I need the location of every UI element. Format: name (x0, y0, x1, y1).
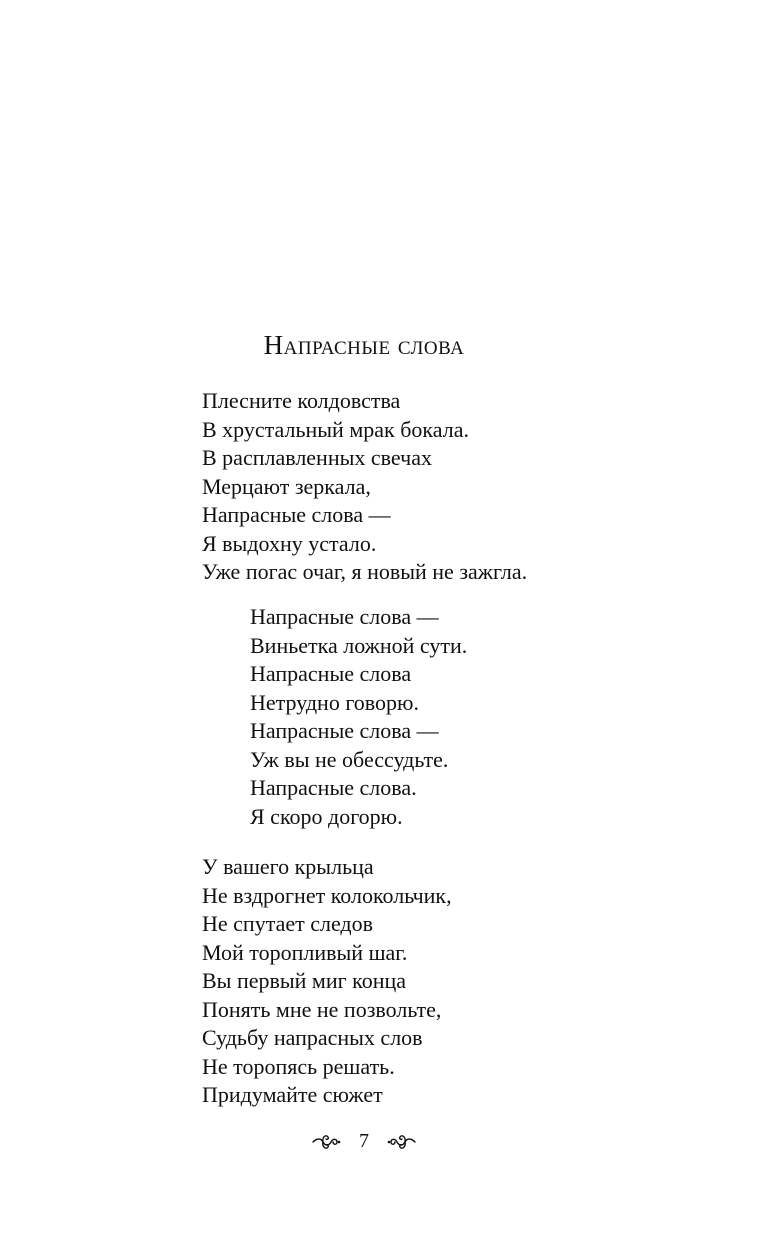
poem-line: Судьбу напрасных слов (202, 1025, 423, 1050)
poem-line: Напрасные слова — (250, 604, 439, 629)
poem-line: Уже погас очаг, я новый не зажгла. (202, 559, 528, 584)
poem-line: Напрасные слова. (250, 775, 417, 800)
poem-line: Напрасные слова — (202, 502, 391, 527)
poem-line: Уж вы не обессудьте. (250, 746, 449, 772)
poem-line: В хрустальный мрак бокала. (202, 416, 469, 442)
flourish-ornament-icon (311, 1131, 341, 1153)
poem-line: Нетрудно говорю. (250, 689, 419, 715)
page-number: 7 (359, 1130, 369, 1152)
stanza-1 (202, 387, 527, 587)
poem-line: У вашего крыльца (202, 854, 374, 879)
poem-line: Напрасные слова (250, 661, 412, 686)
poem-line: Я выдохну устало. (202, 530, 377, 556)
poem-line: Плесните колдовства (202, 388, 401, 413)
stanza-2 (250, 603, 467, 831)
poem-line: Не торопясь решать. (202, 1053, 395, 1079)
poem-line: Вы первый миг конца (202, 968, 407, 993)
poem-title: Напрасные слова (263, 330, 465, 360)
poem-line: Не вздрогнет колокольчик, (202, 882, 452, 908)
poem-line: Понять мне не позвольте, (202, 996, 442, 1022)
poem-line: Мерцают зеркала, (202, 473, 371, 499)
flourish-ornament-icon (387, 1131, 417, 1153)
poem-line: Виньетка ложной сути. (250, 632, 468, 658)
poem-line: Напрасные слова — (250, 718, 439, 743)
poem-line: Не спутает следов (202, 911, 374, 936)
page-footer (0, 1130, 728, 1153)
poem-line: Мой торопливый шаг. (202, 939, 408, 965)
stanza-3 (202, 853, 452, 1110)
poem-line: В расплавленных свечах (202, 445, 432, 470)
poem-line: Придумайте сюжет (202, 1082, 383, 1107)
poem-line: Я скоро догорю. (250, 803, 403, 829)
